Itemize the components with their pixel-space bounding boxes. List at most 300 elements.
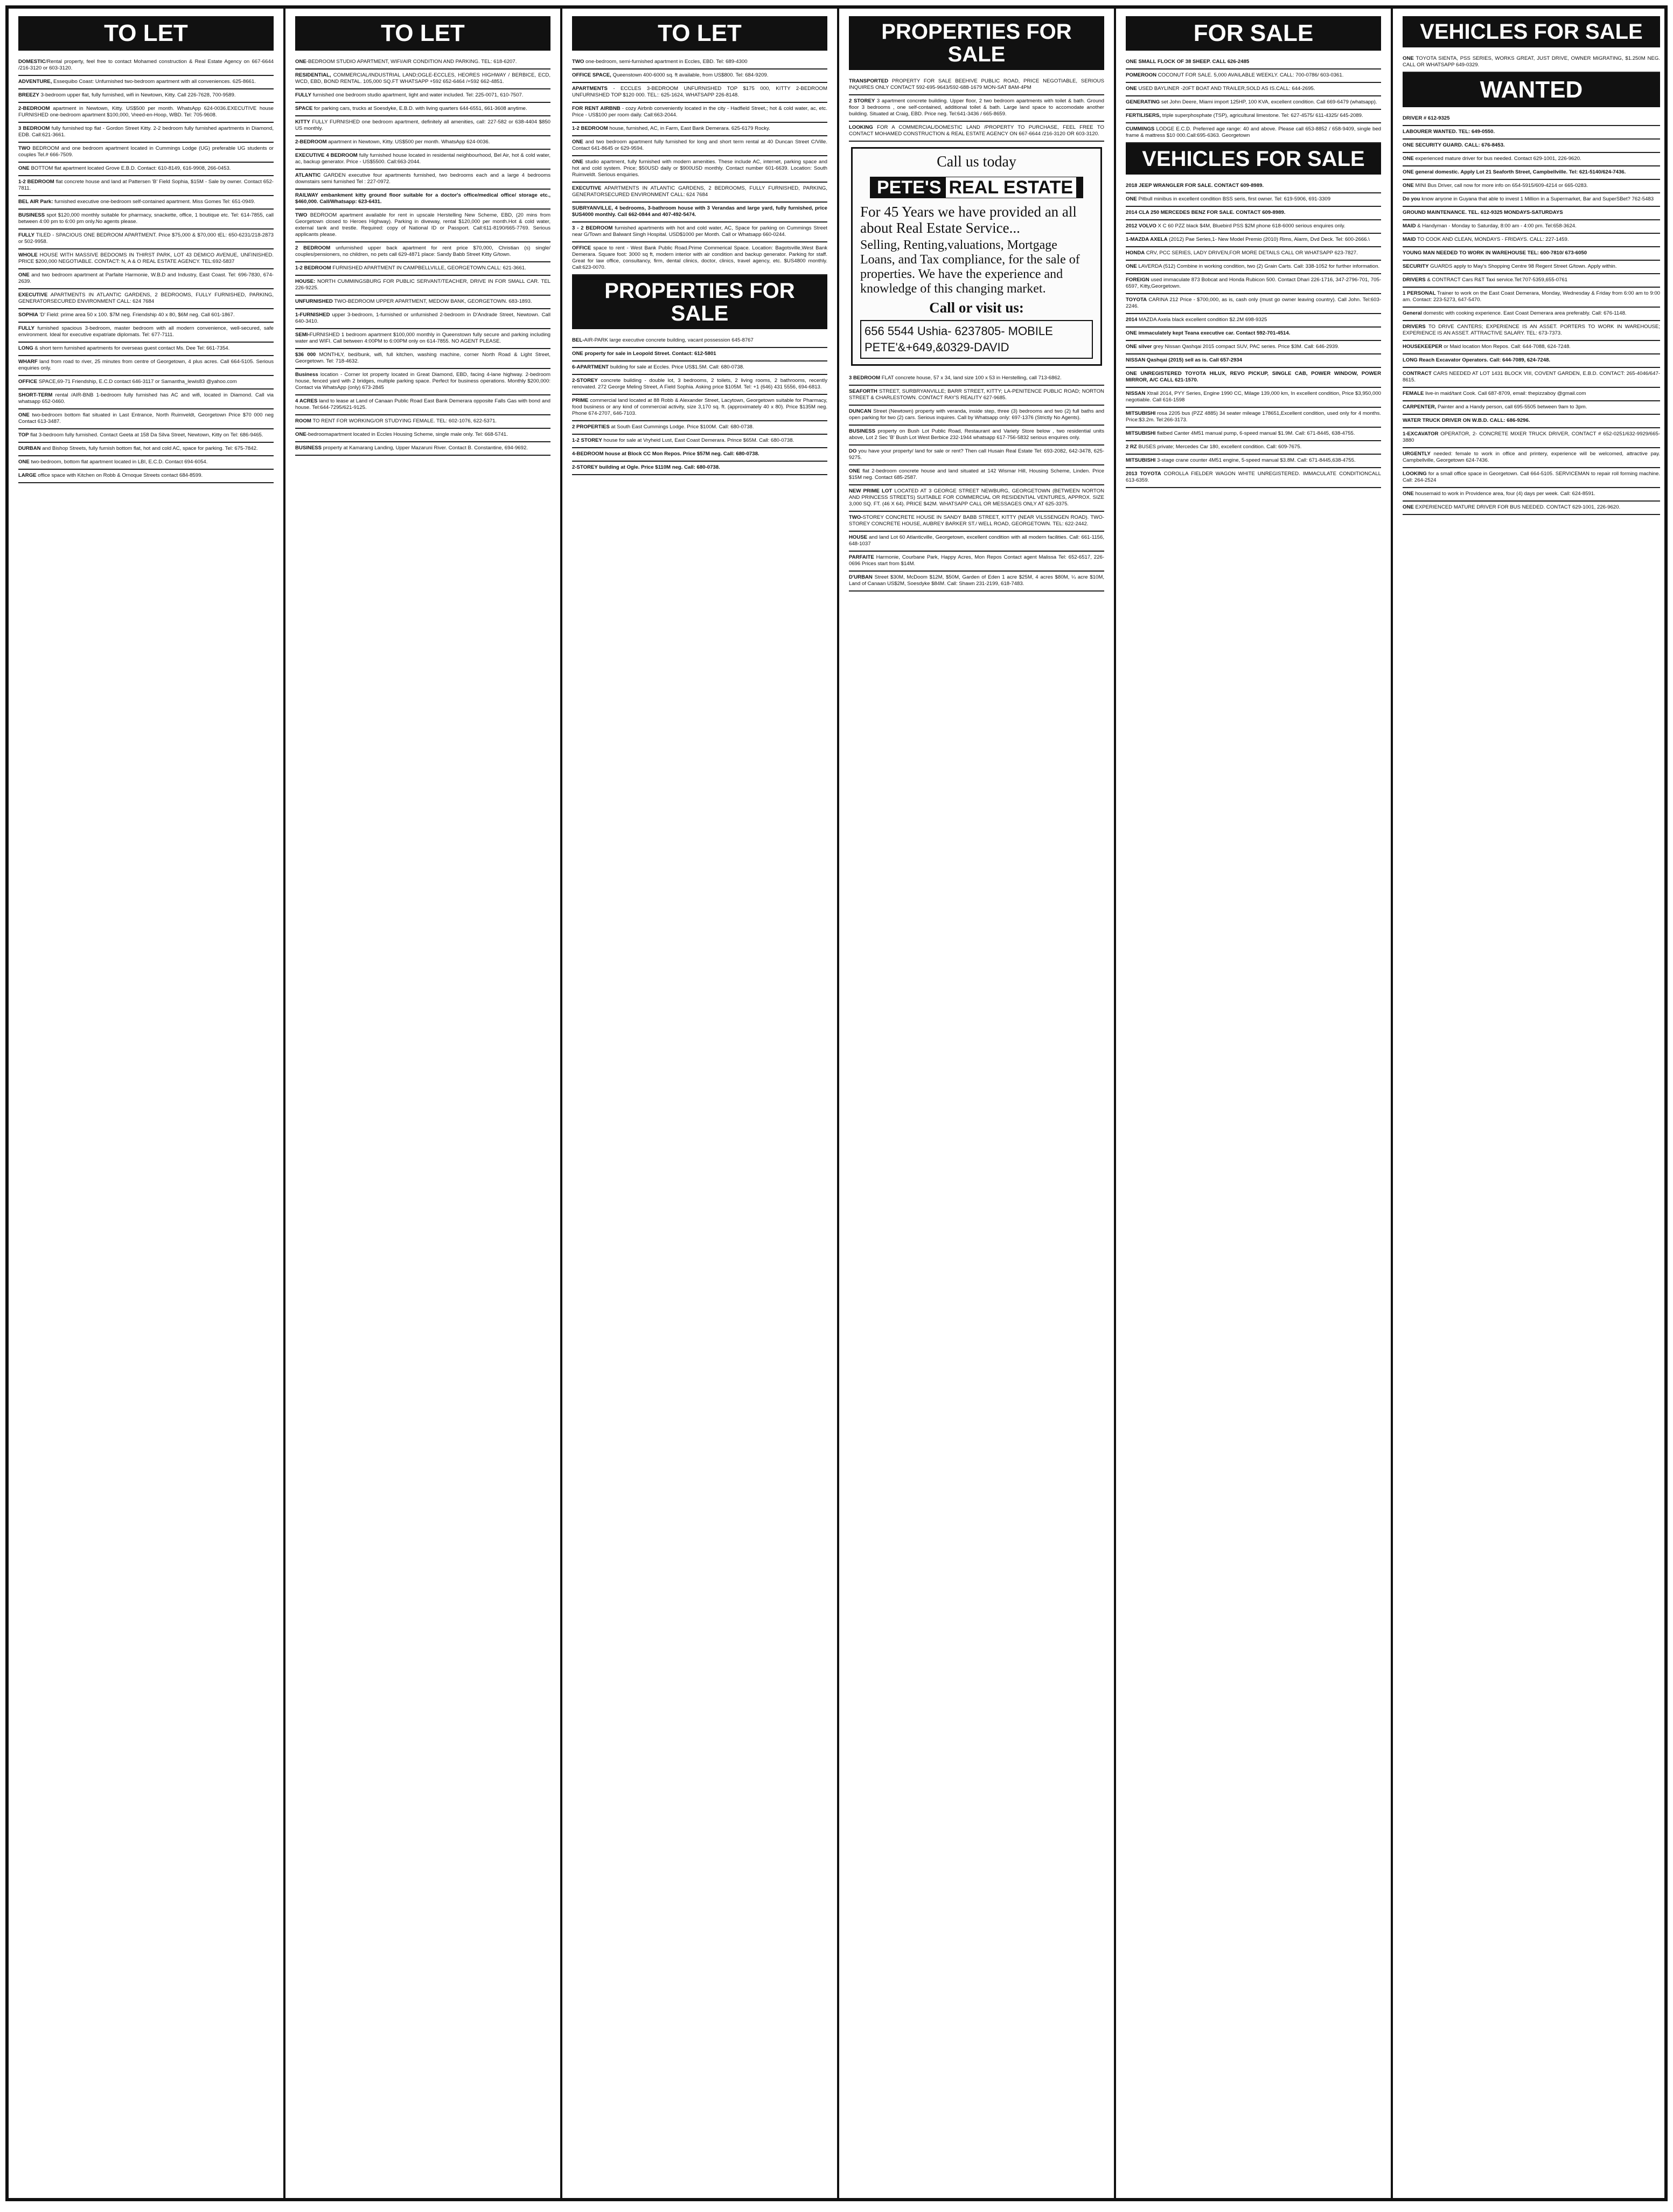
ad-lead-text: ONE — [1126, 86, 1137, 92]
classified-ad — [849, 372, 1104, 386]
ad-lead-text: ONE SECURITY GUARD. CALL: 676-8453. — [1403, 142, 1505, 148]
ad-lead-text: 2-STOREY building at Ogle. Price $110M neg. Call: 680-0738. — [572, 464, 720, 470]
ad-body-text: upper 3-bedroom, 1-furnished or unfurnished 2-bedroom in D'Andrade Street, Newtown. Call 640-3410. — [295, 312, 550, 324]
ad-body-text: /Rental property, feel free to contact Mohamed construction & Real Estate Agency on 667-6644 /216-3120 or 603-3120. — [18, 59, 274, 71]
classified-ad — [18, 389, 274, 409]
classified-ad — [1126, 96, 1381, 110]
ad-lead-text: ONE — [1403, 55, 1414, 61]
classified-ad — [295, 89, 550, 103]
box-line-3: Call or visit us: — [929, 300, 1024, 316]
ad-body-text: needed: female to work in office and printery, experience will be welcomed, attractive pay. Campbellville, Georgetown 624-7436. — [1403, 451, 1660, 463]
ad-body-text: land to lease at Land of Canaan Public Road East Bank Demerara opposite Falls Gas with bond and house. Tel:644-7295/621-9125. — [295, 398, 550, 411]
classified-ad — [572, 123, 827, 136]
ad-body-text: furnished apartments with hot and cold water, AC, Space for parking on Cummings Street near G/Town and Balwant Singh Hospital. USD$1000 per Month. Call or Whatsapp 660-0244. — [572, 225, 827, 238]
section-header-wanted: WANTED — [1403, 73, 1660, 107]
ad-body-text: live-in maid/tant Cook. Call 687-8709, email: thepizzaboy @gmail.com — [1424, 391, 1586, 397]
section-header-properties-for-sale-2: PROPERTIES FOR SALE — [572, 275, 827, 329]
ad-body-text: X C 60 PZZ black $4M, Bluebird PSS $2M phone 618-6000 serious enquires only. — [1156, 223, 1346, 229]
ad-lead-text: 2 BEDROOM — [295, 245, 331, 251]
ad-body-text: studio apartment, fully furnished with modern amenities. These include AC, internet, parking space and hot and cold system. Price; $50USD daily or $900USD monthly. Contact number 601-6639. Location: South Ruimveldt. Serious enquiries. — [572, 159, 827, 178]
ad-lead-text: ONE — [572, 139, 583, 145]
classified-ad — [1403, 448, 1660, 468]
classified-ad — [1403, 140, 1660, 153]
ad-body-text: USED BAYLINER -20FT BOAT AND TRAILER,SOLD AS IS.CALL: 644-2695. — [1137, 86, 1315, 92]
ad-lead-text: PRIME — [572, 398, 589, 404]
ad-lead-text: WHOLE — [18, 252, 38, 258]
ad-body-text: CRV, PCC SERIES, LADY DRIVEN,FOR MORE DETAILS CALL OR WHATSAPP 623-7827. — [1145, 250, 1358, 256]
classified-ad — [18, 89, 274, 103]
classified-ad — [295, 69, 550, 89]
section-header-to-let-2: TO LET — [295, 16, 550, 51]
ad-body-text: -bedroomapartment located in Eccles Housing Scheme, single male only. Tel: 668-5741. — [306, 432, 508, 437]
ad-body-text: at South East Cummings Lodge. Price $100M. Call: 680-0738. — [609, 424, 754, 430]
classified-ad — [1126, 428, 1381, 441]
ad-body-text: LODGE E.C.D. Preferred age range: 40 and above. Please call 653-8852 / 658-9409, single bed frame & mattress $10 000.Call:695-6363. Georgetown — [1126, 126, 1381, 138]
ad-body-text: & Handyman - Monday to Saturday, 8:00 am - 4:00 pm. Tel:658-3624. — [1416, 223, 1577, 229]
ad-lead-text: ONE — [1403, 156, 1414, 162]
ad-body-text: & CONTRACT Cars R&T Taxi service.Tel:707-5359,655-0761 — [1425, 277, 1568, 283]
ad-body-text: TO DRIVE CANTERS; EXPERIENCE IS AN ASSET. PORTERS TO WORK IN WAREHOUSE; EXPERIENCE IS AN ASSET. ATTRACTIVE SALARY. TEL: 673-7373. — [1403, 324, 1660, 336]
ad-body-text: FOR A COMMERCIAL/DOMESTIC LAND /PROPERTY TO PURCHASE, FEEL FREE TO CONTACT MOHAMED CONSTRUCTION & REAL ESTATE AGENCY ON 667-6644 /216-3120 OR 603-3120. — [849, 124, 1104, 137]
ad-lead-text: UNFURNISHED — [295, 298, 333, 304]
classified-ad — [1126, 455, 1381, 468]
ad-lead-text: 2012 VOLVO — [1126, 223, 1156, 229]
ad-lead-text: BUSINESS — [849, 428, 876, 434]
classified-ad — [1403, 308, 1660, 321]
column-to-let-2 — [285, 9, 562, 2198]
ad-body-text: flat concrete house and land at Pattersen 'B' Field Sophia, $15M - Sale by owner. Contact 652-7811. — [18, 179, 274, 191]
ad-body-text: apartment in Newtown, Kitty. US$500 per month. WhatsApp 624-0036. — [326, 139, 490, 145]
classified-ad — [1126, 274, 1381, 294]
ads-list — [849, 372, 1104, 592]
classified-ad — [18, 229, 274, 249]
ad-body-text: AIR-PARK large executive concrete building, vacant possession 645-8767 — [584, 337, 754, 343]
ad-body-text: housemaid to work in Providence area, four (4) days per week. Call: 624-8591. — [1413, 491, 1595, 497]
classified-ad — [1403, 193, 1660, 207]
classified-ad — [1403, 354, 1660, 368]
classified-ad — [1126, 354, 1381, 368]
ad-lead-text: LOOKING — [1403, 471, 1427, 477]
ad-lead-text: 2-STOREY — [572, 378, 598, 384]
ad-lead-text: OFFICE — [572, 245, 591, 251]
ad-body-text: land from road to river, 25 minutes from centre of Georgetown, 4 plus acres. Call 664-5105. Serious enquiries only. — [18, 359, 274, 371]
classified-ad — [1126, 180, 1381, 193]
ad-body-text: MAZDA Axela black excellent condition $2.2M 698-9325 — [1137, 317, 1267, 323]
classified-ad — [572, 448, 827, 462]
ad-lead-text: ONE — [1126, 263, 1137, 269]
classified-ad — [295, 150, 550, 170]
ad-body-text: Queenstown 400-6000 sq. ft available, from US$800. Tel: 684-9209. — [611, 72, 769, 78]
ad-body-text: two-bedroom, bottom flat apartment located in LBI, E.C.D. Contact 694-6054. — [29, 459, 208, 465]
classified-ad — [18, 196, 274, 210]
ad-lead-text: TOYOTA — [1126, 297, 1147, 303]
classified-ad — [849, 75, 1104, 95]
classified-ad — [1403, 502, 1660, 515]
ad-lead-text: ONE — [1403, 491, 1414, 497]
ad-lead-text: APARTMENTS — [572, 86, 608, 92]
classified-ad — [572, 335, 827, 348]
ad-lead-text: ROOM — [295, 418, 311, 424]
ad-body-text: Essequibo Coast: Unfurnished two-bedroom apartment with all conveniences. 625-8661. — [52, 79, 256, 85]
ad-body-text: spot $120,000 monthly suitable for pharmacy, snackette, office, 1 boutique etc. Tel: 614-7855, call between 4:00 pm to 6:00 pm only.No agents please. — [18, 212, 274, 225]
ad-body-text: OPERATOR, 2- CONCRETE MIXER TRUCK DRIVER, CONTACT # 652-0251/632-9929/665-3880 — [1403, 431, 1660, 443]
column-vehicles-wanted — [1393, 9, 1670, 2198]
ad-lead-text: DURBAN — [18, 446, 41, 451]
classified-ad — [1403, 261, 1660, 274]
classified-ad — [1126, 123, 1381, 143]
ad-body-text: Street (Newtown) property with veranda, inside step, three (3) bedrooms and two (2) full baths and open parking for two (2) cars. Serious inquires. Call by Whatsapp only: 697-1376 (Strictly No Agents). — [849, 408, 1104, 421]
ad-lead-text: WATER TRUCK DRIVER ON W.B.D. CALL: 686-9296. — [1403, 418, 1530, 423]
classified-ad — [18, 376, 274, 389]
classified-ad — [1403, 428, 1660, 448]
ad-lead-text: 2 PROPERTIES — [572, 424, 610, 430]
ad-body-text: 3-stage crane counter 4M51 engine, 5-speed manual $3.8M. Call: 671-8445,638-4755. — [1155, 457, 1356, 463]
ad-lead-text: 3 BEDROOM — [18, 126, 50, 131]
ad-body-text: triple superphosphate (TSP), agricultural limestone. Tel: 627-4575/ 611-4325/ 645-2089. — [1161, 113, 1363, 119]
classified-ad — [1403, 207, 1660, 220]
ad-body-text: for parking cars, trucks at Soesdyke, E.B.D. with living quarters 644-6551, 661-3608 anytime. — [312, 106, 527, 112]
classified-ad — [849, 465, 1104, 485]
ad-lead-text: KITTY — [295, 119, 310, 125]
classified-ad — [1126, 328, 1381, 341]
ads-list — [18, 56, 274, 483]
ad-lead-text: 4-BEDROOM house at Block CC Mon Repos. Price $57M neg. Call: 680-0738. — [572, 451, 759, 457]
classified-ad — [18, 249, 274, 269]
classified-ad — [1126, 220, 1381, 234]
classified-ad — [295, 349, 550, 369]
classified-ad — [1403, 415, 1660, 428]
ad-body-text: two-bedroom bottom flat situated in Last Entrance, North Ruimveldt, Georgetown Price $70 000 neg Contact 613-3487. — [18, 412, 274, 425]
classified-ad — [1403, 321, 1660, 341]
ad-lead-text: 3 - 2 BEDROOM — [572, 225, 613, 231]
ad-lead-text: General — [1403, 310, 1422, 316]
section-header-vehicles-for-sale: VEHICLES FOR SALE — [1126, 143, 1381, 175]
section-header-for-sale: FOR SALE — [1126, 16, 1381, 51]
ad-body-text: MINI Bus Driver, call now for more info on 654-5915/609-4214 or 665-0283. — [1413, 183, 1588, 189]
ad-body-text: CARINA 212 Price - $700,000, as is, cash only (must go owner leaving country). Call John. Tel:603-2246. — [1126, 297, 1381, 309]
classified-ad — [849, 532, 1104, 552]
ad-body-text: Pitbull minibus in excellent condition BSS seris, first owner. Tel: 619-5906, 691-3309 — [1137, 196, 1331, 202]
classified-ad — [295, 190, 550, 210]
classified-ad — [1403, 220, 1660, 234]
ad-body-text: TWO-BEDROOM UPPER APARTMENT, MEDOW BANK, GEORGETOWN. 683-1893. — [332, 298, 532, 304]
ad-body-text: APARTMENTS IN ATLANTIC GARDENS, 2 BEDROOMS, FULLY FURNISHED, PARKING, GENERATORSECURED ENVIRONMENT CALL: 624 7684 — [572, 185, 827, 198]
ad-lead-text: ONE — [295, 59, 306, 65]
classified-ad — [1126, 368, 1381, 388]
classified-ad — [572, 462, 827, 475]
classified-ad — [849, 552, 1104, 572]
classified-ad — [572, 348, 827, 361]
ad-lead-text: 1-2 BEDROOM — [295, 265, 331, 271]
classified-ad — [1126, 441, 1381, 455]
ad-lead-text: MITSUBISHI — [1126, 430, 1156, 436]
ad-lead-text: CONTRACT — [1403, 371, 1432, 377]
ad-body-text: FLAT concrete house, 57 x 34, land size 100 x 53 in Herstelling, call 713-6862. — [880, 375, 1062, 381]
ad-lead-text: LOOKING — [849, 124, 873, 130]
ad-lead-text: LONG — [18, 345, 33, 351]
ad-lead-text: ONE SMALL FLOCK OF 38 SHEEP. CALL 626-2485 — [1126, 59, 1250, 65]
ad-body-text: - cozy Airbnb conveniently located in the city - Hadfield Street,; hot & cold water, ac, etc. Price - US$100 per room daily. Call:663-2044. — [572, 106, 827, 118]
ads-list — [1403, 53, 1660, 73]
ad-body-text: Painter and a Handy person, call 695-5505 between 9am to 3pm. — [1436, 404, 1587, 410]
ad-body-text: for a small office space in Georgetown. Call 664-5105. SERVICEMAN to repair roll forming machine. Call: 264-2524 — [1403, 471, 1660, 483]
ad-body-text: unfurnished upper back apartment for rent price $70,000, Christian (s) single/ couples/pensioners, no children, no pets call 629-4871 place: Sandy Babb Street Kitty G/town. — [295, 245, 550, 258]
classified-ad — [295, 309, 550, 329]
ad-body-text: property at Kamarang Landing, Upper Mazaruni River. Contact B. Constantine, 694-9692. — [322, 445, 528, 451]
classified-ad — [849, 572, 1104, 592]
ad-lead-text: HONDA — [1126, 250, 1145, 256]
ad-body-text: or Maid location Mon Repos. Call: 644-7088, 624-7248. — [1442, 344, 1571, 350]
classified-ad — [1403, 166, 1660, 180]
ad-lead-text: ONE — [18, 272, 30, 278]
ad-body-text: flat 3-bedroom fully furnished. Contact Geeta at 158 Da Silva Street, Newtown, Kitty on Tel: 686-9465. — [29, 432, 263, 438]
ad-lead-text: DRIVER # 612-9325 — [1403, 115, 1450, 121]
ad-body-text: CARS NEEDED AT LOT 1431 BLOCK VIII, COVENT GARDEN, E.B.D. CONTACT: 265-4046/647-8615. — [1403, 371, 1660, 383]
classified-ad — [1126, 314, 1381, 328]
ad-body-text: 3-bedroom upper flat, fully furnished, wifi in Newtown, Kitty. Call 226-7628, 700-9589. — [39, 92, 236, 98]
ad-body-text: experienced mature driver for bus needed. Contact 629-1001, 226-9620. — [1413, 156, 1581, 162]
ad-lead-text: DRIVERS — [1403, 277, 1426, 283]
ad-lead-text: BREEZY — [18, 92, 39, 98]
ad-lead-text: 2-BEDROOM — [18, 106, 50, 112]
ad-lead-text: ONE silver — [1126, 344, 1152, 350]
ad-body-text: Trainer to work on the East Coast Demerara, Monday, Wednesday & Friday from 6:00 am to 9:00 am. Contact: 223-5273, 647-5470. — [1403, 290, 1661, 303]
ad-lead-text: NISSAN — [1126, 391, 1146, 397]
classified-ad — [18, 210, 274, 229]
classified-ad — [18, 56, 274, 76]
ad-lead-text: OFFICE SPACE, — [572, 72, 611, 78]
ad-body-text: TO RENT FOR WORKING/OR STUDYING FEMALE. TEL: 602-1076, 622-5371. — [311, 418, 497, 424]
ad-lead-text: DO — [849, 448, 857, 454]
ad-body-text: used immaculate 873 Bobcat and Honda Rubicon 500. Contact Dhari 226-1716, 347-2796-701, 705-6597, Kitty,Georgetown. — [1126, 277, 1381, 289]
ad-body-text: BEDROOM apartment available for rent in upscale Herstelling New Scheme, EBD, (20 mins from Georgetown closed to Heroes Highway). Parking in diveway, rental $120,000 per month.Hot & cold water, external tank and trestle. Required: copy of National ID or Passport. Call:611-8190/665-7769. Serious applicants please. — [295, 212, 550, 238]
classified-ad — [572, 375, 827, 395]
classified-ad — [1126, 408, 1381, 428]
ad-lead-text: FULLY — [18, 325, 35, 331]
classified-ad — [572, 183, 827, 203]
ad-lead-text: 3 BEDROOM — [849, 375, 881, 381]
ads-list — [849, 75, 1104, 142]
ad-body-text: fully furnished top flat - Gordon Street Kitty. 2-2 bedroom fully furnished apartments in Diamond, EDB. Call:621-3661. — [18, 126, 274, 138]
classified-ad — [295, 415, 550, 429]
ad-body-text: one-bedroom, semi-furnished apartment in Eccles, EBD. Tel: 689-4300 — [584, 59, 748, 65]
classified-ad — [1126, 69, 1381, 83]
ad-body-text: SPACE,69-71 Friendship, E.C.D contact 646-3117 or Samantha_lewis83 @yahoo.com — [37, 379, 237, 385]
ad-lead-text: CARPENTER, — [1403, 404, 1437, 410]
column-to-let-3 — [562, 9, 839, 2198]
ad-lead-text: D'URBAN — [849, 574, 873, 580]
classified-ad — [18, 456, 274, 470]
ad-lead-text: YOUNG MAN NEEDED TO WORK IN WAREHOUSE TEL: 600-7810/ 673-6050 — [1403, 250, 1587, 256]
ad-lead-text: 1-FURNISHED — [295, 312, 330, 318]
classified-ad — [295, 429, 550, 442]
classified-ad — [295, 369, 550, 395]
classified-ad — [18, 409, 274, 429]
ad-lead-text: 2014 CLA 250 MERCEDES BENZ FOR SALE. CONTACT 609-8989. — [1126, 210, 1286, 215]
ad-lead-text: 1-MAZDA AXELA — [1126, 236, 1168, 242]
ad-lead-text: CUMMINGS — [1126, 126, 1155, 132]
ad-lead-text: LONG Reach Excavator Operators. Call: 644-7089, 624-7248. — [1403, 357, 1551, 363]
ad-lead-text: 2 RZ — [1126, 444, 1137, 450]
ad-lead-text: FOREIGN — [1126, 277, 1149, 283]
column-to-let-1 — [9, 9, 285, 2198]
ad-body-text: EXPERIENCED MATURE DRIVER FOR BUS NEEDED. CONTACT 629-1001, 226-9620. — [1413, 504, 1621, 510]
ad-body-text: APARTMENTS IN ATLANTIC GARDENS, 2 BEDROOMS, FULLY FURNISHED, PARKING, GENERATORSECURED ENVIRONMENT CALL: 624 7684 — [18, 292, 274, 304]
classified-ad — [572, 69, 827, 83]
ad-body-text: furnished executive one-bedroom self-contained apartment. Miss Gomes Tel: 651-0949. — [53, 199, 255, 205]
column-for-sale — [1116, 9, 1393, 2198]
ads-list — [295, 56, 550, 456]
classified-ad — [1126, 341, 1381, 354]
classified-ad — [1403, 153, 1660, 166]
ad-lead-text: 1-EXCAVATOR — [1403, 431, 1439, 437]
classified-ad — [18, 163, 274, 176]
classified-ad — [18, 470, 274, 483]
ad-lead-text: DOMESTIC — [18, 59, 46, 65]
classified-ad — [295, 442, 550, 456]
ad-body-text: FULLY FURNISHED one bedroom apartment, definitely all amenities, call: 227-582 or 638-4404 $850 US monthly. — [295, 119, 550, 131]
ad-lead-text: FEMALE — [1403, 391, 1424, 397]
classified-ad — [572, 361, 827, 375]
ad-body-text: GUARDS apply to May's Shopping Centre 98 Regent Street G/town. Apply within. — [1428, 263, 1617, 269]
ad-body-text: FURNISHED APARTMENT IN CAMPBELLVILLE, GEORGETOWN.CALL: 621-3661. — [331, 265, 526, 271]
classified-ad — [18, 356, 274, 376]
ad-lead-text: ONE — [1403, 183, 1414, 189]
classified-ad — [1126, 261, 1381, 274]
ad-lead-text: BUSINESS — [18, 212, 45, 218]
ad-lead-text: TRANSPORTED — [849, 78, 889, 84]
ad-body-text: 'D' Field: prime area 50 x 100. $7M neg. Friendship 40 x 80, $6M neg. Call 601-1867. — [38, 312, 235, 318]
ad-lead-text: Business — [295, 372, 318, 378]
ad-lead-text: TOP — [18, 432, 29, 438]
ad-lead-text: POMEROON — [1126, 72, 1157, 78]
classified-ad — [295, 116, 550, 136]
ad-lead-text: MAID — [1403, 236, 1416, 242]
classified-ad — [1403, 388, 1660, 401]
ad-body-text: property on Bush Lot Public Road, Restaurant and Variety Store below , two residential units above, Lot 2 Sec 'B' Bush Lot West Berbice 232-1944 whatsapp 617-756-5832 serious enquires only. — [849, 428, 1104, 441]
classified-ad — [1126, 193, 1381, 207]
ad-lead-text: Do you — [1403, 196, 1420, 202]
ad-body-text: NORTH CUMMINGSBURG FOR PUBLIC SERVANT/TEACHER, DRIVE IN FOR SMALL CAR. TEL 226-9225. — [295, 279, 550, 291]
classified-ad — [849, 122, 1104, 142]
classified-ad — [18, 309, 274, 323]
ad-lead-text: 2 STOREY — [849, 98, 875, 104]
classified-ad — [18, 176, 274, 196]
section-header-properties-for-sale: PROPERTIES FOR SALE — [849, 16, 1104, 70]
classified-ad — [295, 262, 550, 276]
ads-list — [1126, 56, 1381, 143]
classified-ad — [849, 386, 1104, 406]
ad-lead-text: ADVENTURE, — [18, 79, 52, 85]
ad-lead-text: 2018 JEEP WRANGLER FOR SALE. CONTACT 609-8989. — [1126, 183, 1264, 189]
ad-body-text: concrete building - double lot, 3 bedrooms, 2 toilets, 2 living rooms, 2 bathrooms, recently renovated. 272 George Meling Street, A Field Sophia. Asking price $105M. Tel: +1 (646) 431 5556, 694-6813. — [572, 378, 827, 390]
classified-ad — [295, 103, 550, 116]
ad-body-text: house, furnished, AC, in Farm, East Bank Demerara. 625-6179 Rocky. — [608, 126, 770, 131]
ad-body-text: LAVERDA (512) Combine in working condition, two (2) Grain Carts. Call: 338-1052 for further information. — [1137, 263, 1380, 269]
classified-ad — [1126, 207, 1381, 220]
classified-ad — [295, 242, 550, 262]
ad-lead-text: NEW PRIME LOT — [849, 488, 893, 494]
ad-lead-text: $36 000 — [295, 352, 316, 358]
ad-body-text: TOYOTA SIENTA, PSS SERIES, WORKS GREAT, JUST DRIVE, OWNER MIGRATING, $1.250M NEG. CALL OR WHATSAPP 649-0329. — [1403, 55, 1660, 68]
classified-ad — [1403, 126, 1660, 140]
column-properties-for-sale — [839, 9, 1116, 2198]
ad-body-text: COROLLA FIELDER WAGON WHITE UNREGISTERED. IMMACULATE CONDITIONCALL 613-6359. — [1126, 471, 1381, 483]
classified-ad — [1126, 56, 1381, 69]
classified-ad — [18, 103, 274, 123]
ad-body-text: MONTHLY, bed/bunk, wifi, full kitchen, washing machine, corner North Road & Light Street, Georgetown. Tel: 718-4632. — [295, 352, 550, 364]
classified-ad — [572, 83, 827, 103]
ad-body-text: commercial land located at 88 Robb & Alexander Street, Lacytown, Georgetown suitable for Pharmacy, food business or any kind of commercial activity, size 3,170 sq. ft. (approximately 40 x 80). Price $135M neg. Phone 674-2707, 646-7103. — [572, 398, 827, 416]
classified-ad — [849, 485, 1104, 512]
ad-body-text: location - Corner lot property located in Great Diamond, EBD, facing 4-lane highway. 2-bedroom house, fenced yard with 2 bridges, multiple parking space. Perfect for business operations. Monthly $200,000: Contact via WhatsApp (only) 673-2845 — [295, 372, 550, 391]
section-header-to-let-1: TO LET — [18, 16, 274, 51]
ad-body-text: STREET, SURBRYANVILLE; BARR STREET, KITTY; LA-PENITENCE PUBLIC ROAD; NORTON STREET & CHARLESTOWN. CONTACT RAY'S REALITY 627-9685. — [849, 388, 1104, 401]
ad-lead-text: 1-2 STOREY — [572, 437, 602, 443]
box-call-us: Call us today — [937, 154, 1016, 170]
petes-real-estate-ad — [851, 147, 1102, 366]
ad-lead-text: GROUND MAINTENANCE. TEL. 612-9325 MONDAYS-SATURDAYS — [1403, 210, 1563, 215]
ad-body-text: TILED - SPACIOUS ONE BEDROOM APARTMENT. Price $75,000 & $70,000 tEL: 650-6231/218-2873 or 502-9958. — [18, 232, 274, 245]
classified-ad — [1403, 180, 1660, 193]
classified-ad — [849, 446, 1104, 465]
ad-lead-text: SEMI- — [295, 332, 310, 338]
box-line-2: Selling, Renting,valuations, Mortgage Loans, and Tax compliance, for the sale of properties. We have the experience and knowledge of this changing market. — [860, 238, 1080, 296]
classifieds-page — [5, 5, 1668, 2201]
ad-lead-text: FULLY — [18, 232, 35, 238]
ad-lead-text: ONE immaculately kept Teana executive car. Contact 592-701-4514. — [1126, 330, 1291, 336]
ad-lead-text: DUNCAN — [849, 408, 872, 414]
ad-lead-text: 2-BEDROOM — [295, 139, 327, 145]
ad-lead-text: SHORT-TERM — [18, 392, 53, 398]
ad-lead-text: ONE — [18, 412, 30, 418]
ad-lead-text: 1-2 BEDROOM — [18, 179, 54, 185]
ad-body-text: and Bishop Streets, fully furnish bottom flat, hot and cold AC, space for parking. Tel: 675-7842. — [40, 446, 258, 451]
ad-lead-text: TWO — [572, 59, 584, 65]
classified-ad — [849, 95, 1104, 122]
classified-ad — [18, 323, 274, 343]
ad-lead-text: MAID — [1403, 223, 1416, 229]
ad-lead-text: EXECUTIVE — [572, 185, 602, 191]
ad-lead-text: RAILWAY embankment kitty ground floor suitable for a doctor's office/medical office/ storage etc., $460,000. Call/Whatsapp: 623-6431. — [295, 192, 550, 205]
ad-lead-text: TWO — [295, 212, 308, 218]
classified-ad — [572, 242, 827, 275]
classified-ad — [1403, 234, 1660, 247]
petes-logo: PETE'S REAL ESTATE — [870, 177, 1083, 198]
ad-lead-text: FERTILISERS, — [1126, 113, 1161, 119]
ad-lead-text: SUBRYANVILLE, 4 bedrooms, 3-bathroom house with 3 Verandas and large yard, fully furnished, price $US4000 monthly. Call 662-0844 and 407-492-5474. — [572, 205, 827, 218]
classified-ad — [1126, 234, 1381, 247]
ad-lead-text: ONE — [18, 165, 30, 171]
ad-lead-text: HOUSEKEEPER — [1403, 344, 1442, 350]
ad-lead-text: 6-APARTMENT — [572, 364, 609, 370]
ad-lead-text: URGENTLY — [1403, 451, 1431, 457]
ads-list — [1403, 113, 1660, 515]
ad-lead-text: TWO- — [849, 514, 863, 520]
ad-lead-text: ONE UNREGISTERED TOYOTA HILUX, REVO PICKUP, SINGLE CAB, POWER WINDOW, POWER MIRROR, A/C CALL 621-1570. — [1126, 371, 1381, 383]
ad-lead-text: TWO — [18, 145, 31, 151]
ad-body-text: HOUSE WITH MASSIVE BEDOOMS IN THIRST PARK, LOT 43 DEMICO AVENUE, UNFINISHED. PRICE $200,000 NEGOTIABLE. CONTACT: N, A & O REAL ESTATE AGENCY. TEL:692-5837 — [18, 252, 274, 265]
ad-body-text: Harmonie, Courbane Park, Happy Acres, Mon Repos Contact agent Malissa Tel: 652-6517, 226-0696 Prices start from $14M. — [849, 554, 1104, 567]
ad-lead-text: 1-2 BEDROOM — [572, 126, 608, 131]
ad-lead-text: SOPHIA — [18, 312, 38, 318]
ad-body-text: TO COOK AND CLEAN, MONDAYS - FRIDAYS. CALL: 227-1459. — [1416, 236, 1569, 242]
ad-lead-text: FULLY — [295, 92, 312, 98]
ads-list — [572, 335, 827, 475]
ad-body-text: STOREY CONCRETE HOUSE IN SANDY BABB STREET, KITTY (NEAR VILSSENGEN ROAD). TWO-STOREY CONCRETE HOUSE, AUBREY BARKER ST./ WELL ROAD, GEORGETOWN. TEL: 622-2442. — [849, 514, 1104, 527]
ad-lead-text: 4 ACRES — [295, 398, 318, 404]
classified-ad — [295, 296, 550, 309]
